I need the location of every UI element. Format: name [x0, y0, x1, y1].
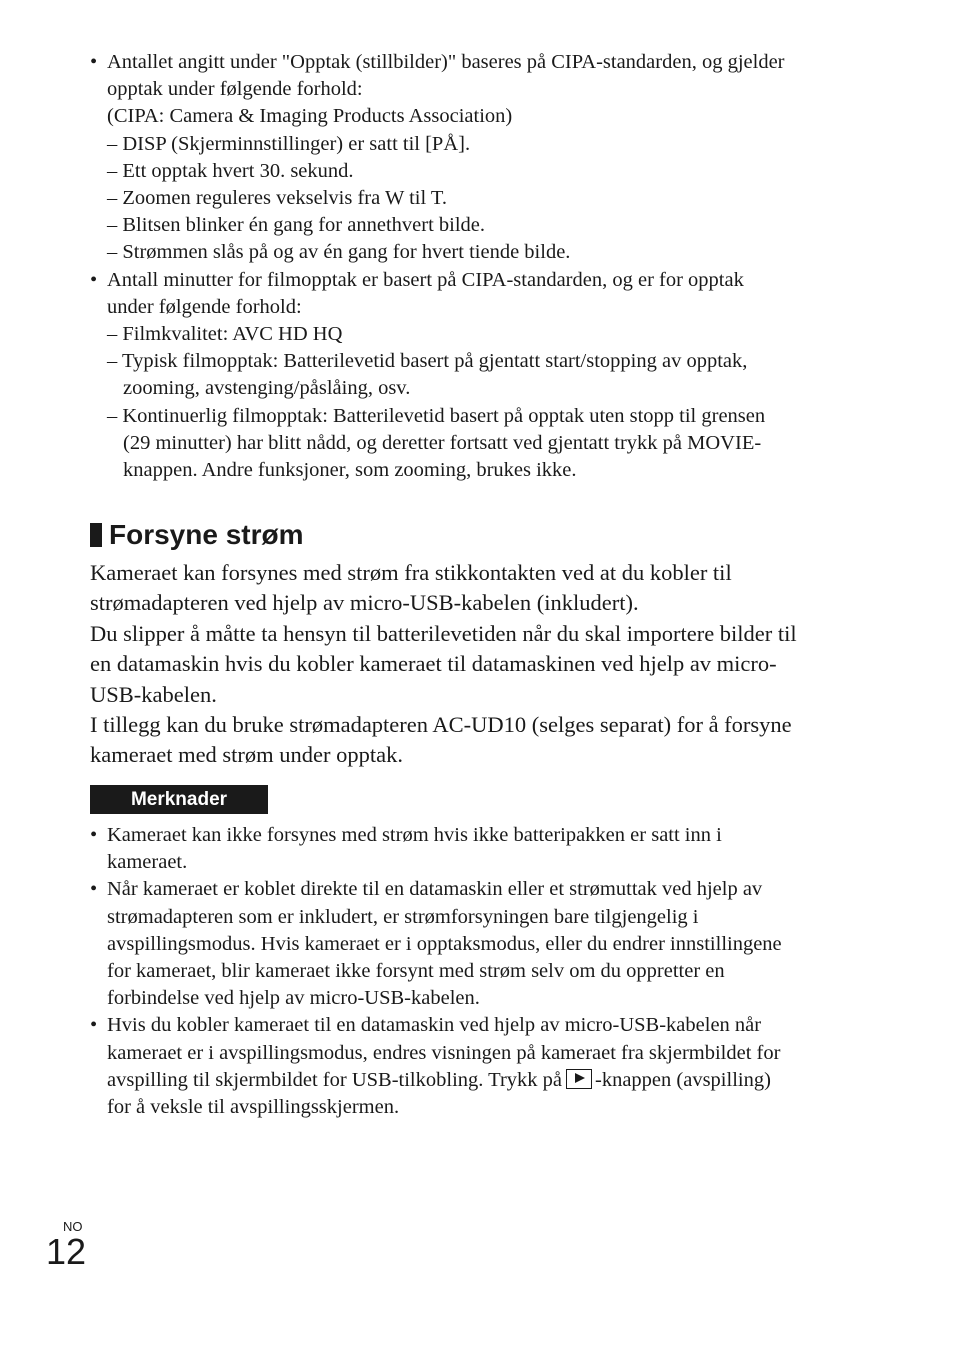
body-line: USB-kabelen.: [90, 681, 217, 707]
bullet: •: [90, 878, 98, 901]
note-text: Når kameraet er koblet direkte til en datamaskin eller et strømuttak ved hjelp av: [107, 878, 763, 901]
top-notes: [90, 49, 850, 484]
note-text-line: [90, 1067, 850, 1094]
note-text: -knappen (avspilling): [595, 1068, 771, 1091]
notes-list: [90, 822, 850, 1121]
bullet: •: [90, 51, 98, 73]
condition-item-continued: zooming, avstenging/påslåing, osv.: [123, 377, 411, 400]
play-button-icon: [566, 1069, 592, 1089]
note-text-line: opptak under følgende forhold:: [107, 78, 363, 101]
note-text-line: under følgende forhold:: [107, 295, 302, 318]
note-item: [90, 49, 850, 76]
condition-item-continued: knappen. Andre funksjoner, som zooming, brukes ikke.: [123, 459, 577, 482]
condition-item: – Kontinuerlig filmopptak: Batterilevetid basert på opptak uten stopp til grensen: [107, 404, 766, 427]
condition-item: – Typisk filmopptak: Batterilevetid basert på gjentatt start/stopping av opptak,: [107, 350, 748, 373]
condition-item: – Blitsen blinker én gang for annethvert bilde.: [107, 214, 486, 237]
note-text-line: for kameraet, blir kameraet ikke forsynt med strøm selv om du oppretter en: [107, 960, 725, 983]
notes-label: Merknader: [90, 785, 268, 814]
body-line: I tillegg kan du bruke strømadapteren AC-UD10 (selges separat) for å forsyne: [90, 712, 792, 738]
heading-marker: [90, 523, 102, 547]
note-text: Hvis du kobler kameraet til en datamaskin ved hjelp av micro-USB-kabelen når: [107, 1014, 762, 1037]
note-text-line: kameraet er i avspillingsmodus, endres visningen på kameraet fra skjermbildet for: [107, 1041, 781, 1064]
note-item: [90, 876, 850, 903]
body-line: en datamaskin hvis du kobler kameraet til datamaskinen ved hjelp av micro-: [90, 651, 777, 677]
note-item: [90, 1012, 850, 1039]
condition-item: – DISP (Skjerminnstillinger) er satt til [PÅ].: [107, 132, 471, 155]
condition-item-continued: (29 minutter) har blitt nådd, og deretter fortsatt ved gjentatt trykk på MOVIE-: [123, 431, 762, 454]
bullet: •: [90, 1014, 98, 1037]
note-text: Antallet angitt under "Opptak (stillbilder)" baseres på CIPA-standarden, og gjelder: [107, 51, 785, 73]
note-text-line: (CIPA: Camera & Imaging Products Association): [107, 105, 513, 128]
body-line: Kameraet kan forsynes med strøm fra stikkontakten ved at du kobler til: [90, 560, 732, 585]
note-text: Kameraet kan ikke forsynes med strøm hvis ikke batteripakken er satt inn i: [107, 824, 722, 846]
condition-item: – Filmkvalitet: AVC HD HQ: [107, 323, 343, 346]
note-text-line: for å veksle til avspillingsskjermen.: [107, 1096, 400, 1119]
body-line: kameraet med strøm under opptak.: [90, 742, 404, 768]
condition-item: – Ett opptak hvert 30. sekund.: [107, 159, 354, 182]
body-line: Du slipper å måtte ta hensyn til batterilevetiden når du skal importere bilder til: [90, 620, 797, 646]
condition-item: – Zoomen reguleres vekselvis fra W til T.: [107, 187, 448, 210]
note-item: [90, 822, 850, 849]
note-text-line: avspillingsmodus. Hvis kameraet er i opptaksmodus, eller du endrer innstillingene: [107, 932, 782, 955]
section-body: [90, 558, 850, 771]
note-text-line: kameraet.: [107, 851, 188, 874]
section-heading: [90, 515, 304, 555]
note-text-line: strømadapteren som er inkludert, er strømforsyningen bare tilgjengelig i: [107, 905, 699, 928]
page-number: 12: [46, 1231, 87, 1272]
note-item: [90, 267, 850, 294]
note-text: avspilling til skjermbildet for USB-tilkobling. Trykk på: [107, 1068, 562, 1091]
note-text-line: forbindelse ved hjelp av micro-USB-kabelen.: [107, 987, 480, 1010]
condition-item: – Strømmen slås på og av én gang for hvert tiende bilde.: [107, 241, 571, 264]
bullet: •: [90, 268, 98, 291]
section-title: Forsyne strøm: [109, 519, 304, 550]
note-text: Antall minutter for filmopptak er basert på CIPA-standarden, og er for opptak: [107, 268, 744, 291]
bullet: •: [90, 824, 98, 846]
body-line: strømadapteren ved hjelp av micro-USB-kabelen (inkludert).: [90, 590, 639, 616]
language-code: NO: [63, 1219, 83, 1234]
